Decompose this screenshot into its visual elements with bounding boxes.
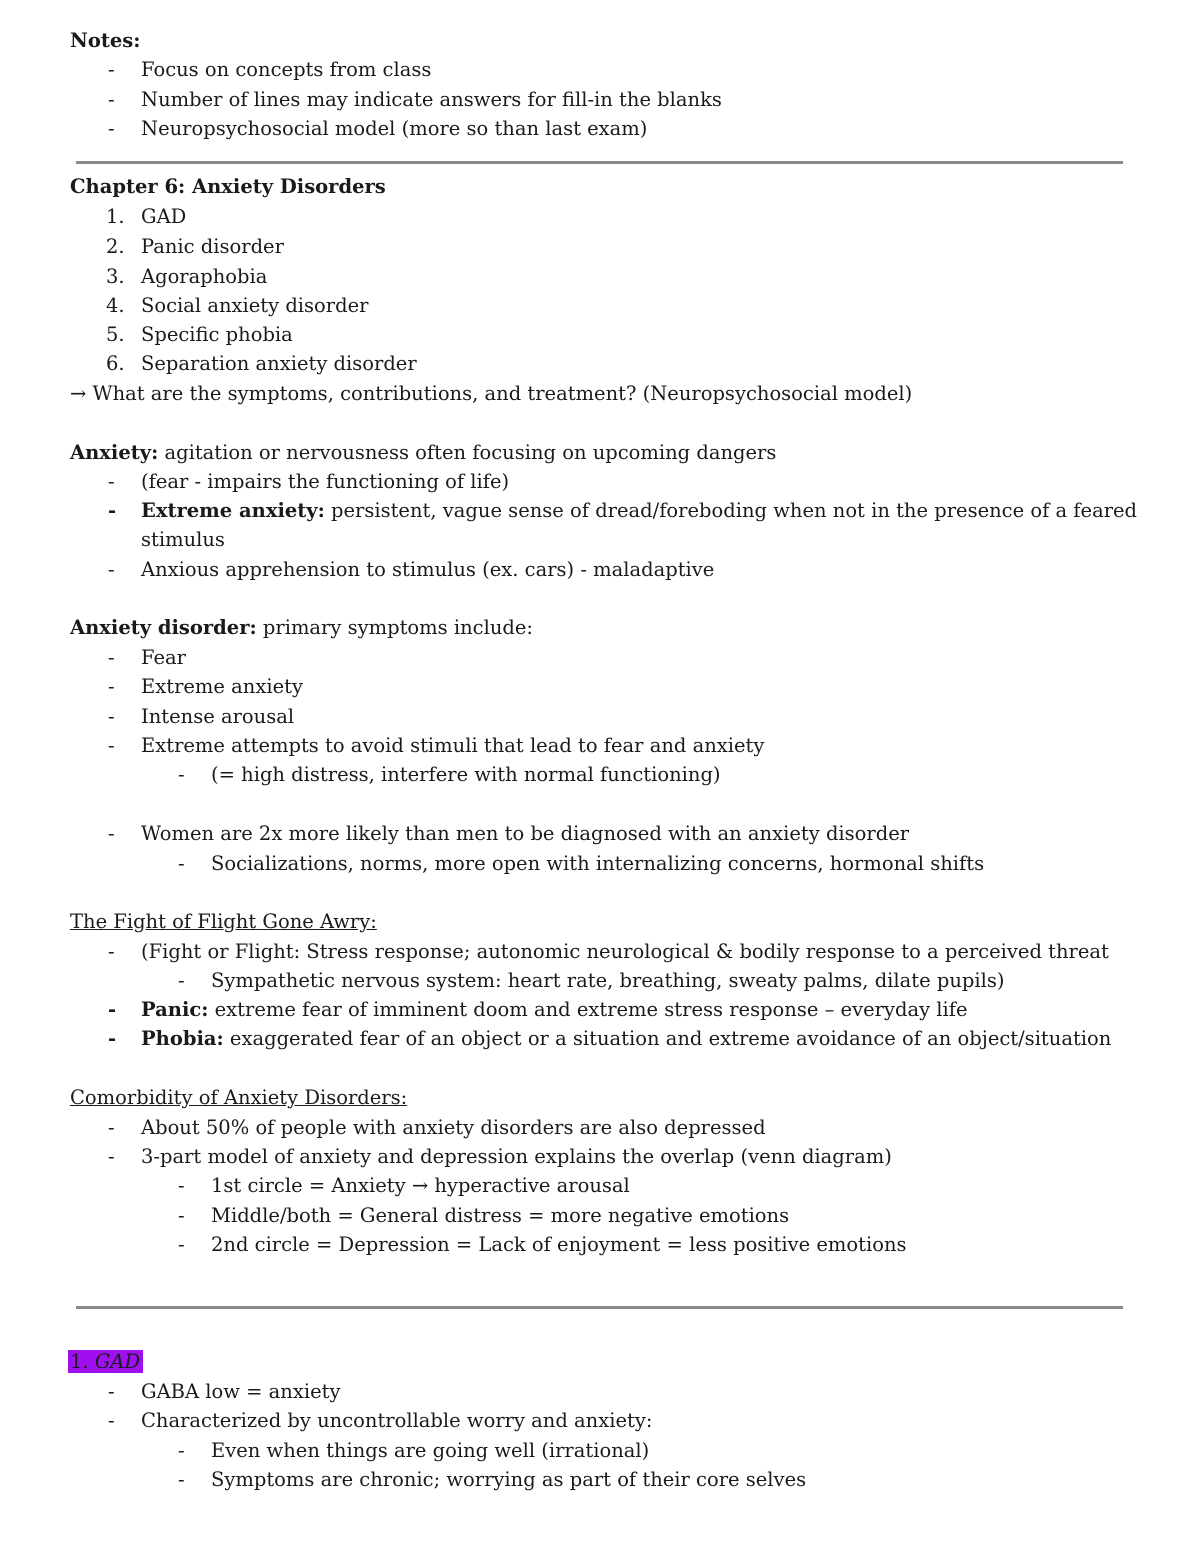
definition-text: agitation or nervousness often focusing on upcoming dangers	[158, 441, 777, 464]
list-item-text: Anxious apprehension to stimulus (ex. cars) - maladaptive	[141, 558, 715, 581]
list-item-text: (fear - impairs the functioning of life)	[141, 470, 510, 493]
section-heading: Comorbidity of Anxiety Disorders:	[70, 1086, 408, 1109]
term-label: Panic:	[141, 998, 209, 1021]
list-item-text: Number of lines may indicate answers for fill-in the blanks	[141, 88, 722, 111]
bullet-dash: -	[108, 117, 115, 140]
list-item-text: Agoraphobia	[141, 265, 268, 288]
bullet-dash: -	[108, 940, 115, 963]
list-item-text: 2nd circle = Depression = Lack of enjoyment = less positive emotions	[211, 1233, 907, 1256]
list-item-text: (Fight or Flight: Stress response; autonomic neurological & bodily response to a perceived threat	[141, 940, 1109, 963]
list-item-text: Sympathetic nervous system: heart rate, breathing, sweaty palms, dilate pupils)	[211, 969, 1005, 992]
list-item-text: Symptoms are chronic; worrying as part of their core selves	[211, 1468, 807, 1491]
bullet-dash: -	[178, 969, 185, 992]
list-item-text: Specific phobia	[141, 323, 293, 346]
bullet-dash: -	[178, 1204, 185, 1227]
bullet-dash: -	[108, 1380, 115, 1403]
list-number: 4.	[106, 294, 125, 317]
list-item-continuation: stimulus	[141, 528, 225, 551]
horizontal-rule	[76, 1306, 1123, 1309]
list-item-text: Middle/both = General distress = more negative emotions	[211, 1204, 790, 1227]
list-item-text: Socializations, norms, more open with internalizing concerns, hormonal shifts	[211, 852, 985, 875]
bullet-dash: -	[108, 705, 115, 728]
bullet-dash: -	[108, 734, 115, 757]
bullet-dash: -	[178, 1174, 185, 1197]
list-item-text: Even when things are going well (irrational)	[211, 1439, 650, 1462]
bullet-dash: -	[108, 822, 115, 845]
term-label: Phobia:	[141, 1027, 224, 1050]
bullet-dash: -	[178, 1468, 185, 1491]
list-item-text: Intense arousal	[141, 705, 295, 728]
list-item-text: About 50% of people with anxiety disorders are also depressed	[141, 1116, 766, 1139]
heading-number: 1.	[70, 1350, 89, 1373]
list-item-text: Women are 2x more likely than men to be diagnosed with an anxiety disorder	[141, 822, 910, 845]
list-number: 3.	[106, 265, 125, 288]
chapter-heading: Chapter 6: Anxiety Disorders	[70, 175, 386, 198]
list-item-text: Fear	[141, 646, 186, 669]
list-item-text	[141, 995, 968, 1025]
list-item-text	[141, 1024, 1111, 1054]
section-heading: The Fight of Flight Gone Awry:	[70, 910, 377, 933]
bullet-dash: -	[108, 675, 115, 698]
anxiety-disorder-definition	[70, 613, 533, 643]
bullet-dash: -	[178, 1233, 185, 1256]
bullet-dash: -	[108, 1145, 115, 1168]
list-number: 6.	[106, 352, 125, 375]
bullet-dash: -	[178, 1439, 185, 1462]
heading-title: GAD	[94, 1350, 141, 1373]
bullet-dash: -	[108, 646, 115, 669]
bullet-dash: -	[108, 499, 117, 522]
anxiety-definition	[70, 438, 776, 468]
definition-text: extreme fear of imminent doom and extreme stress response – everyday life	[208, 998, 968, 1021]
list-item-text: Focus on concepts from class	[141, 58, 432, 81]
list-item-text: Neuropsychosocial model (more so than last exam)	[141, 117, 648, 140]
bullet-dash: -	[108, 558, 115, 581]
list-item-text: 3-part model of anxiety and depression explains the overlap (venn diagram)	[141, 1145, 892, 1168]
chapter-question: → What are the symptoms, contributions, and treatment? (Neuropsychosocial model)	[70, 382, 913, 405]
bullet-dash: -	[108, 998, 117, 1021]
list-item-text: Characterized by uncontrollable worry and anxiety:	[141, 1409, 653, 1432]
gad-heading	[68, 1347, 143, 1377]
list-item-text: GAD	[141, 205, 187, 228]
list-item-text: Separation anxiety disorder	[141, 352, 417, 375]
bullet-dash: -	[178, 852, 185, 875]
list-item-text: Extreme attempts to avoid stimuli that lead to fear and anxiety	[141, 734, 765, 757]
term-label: Anxiety disorder:	[70, 616, 257, 639]
definition-text: exaggerated fear of an object or a situation and extreme avoidance of an object/situation	[223, 1027, 1112, 1050]
notes-heading: Notes:	[70, 29, 141, 52]
list-number: 5.	[106, 323, 125, 346]
list-item-text: Extreme anxiety	[141, 675, 303, 698]
list-item-text: (= high distress, interfere with normal functioning)	[211, 763, 721, 786]
definition-text: persistent, vague sense of dread/foreboding when not in the presence of a feared	[324, 499, 1138, 522]
bullet-dash: -	[108, 1116, 115, 1139]
list-item-text: 1st circle = Anxiety → hyperactive arousal	[211, 1174, 630, 1197]
bullet-dash: -	[108, 1409, 115, 1432]
horizontal-rule	[76, 161, 1123, 164]
list-number: 1.	[106, 205, 125, 228]
term-label: Extreme anxiety:	[141, 499, 325, 522]
list-item-text: GABA low = anxiety	[141, 1380, 341, 1403]
bullet-dash: -	[178, 763, 185, 786]
bullet-dash: -	[108, 58, 115, 81]
highlighted-heading	[68, 1350, 143, 1373]
list-number: 2.	[106, 235, 125, 258]
list-item-text	[141, 496, 1137, 526]
bullet-dash: -	[108, 1027, 117, 1050]
list-item-text: Social anxiety disorder	[141, 294, 369, 317]
bullet-dash: -	[108, 470, 115, 493]
term-label: Anxiety:	[70, 441, 159, 464]
list-item-text: Panic disorder	[141, 235, 284, 258]
definition-text: primary symptoms include:	[256, 616, 533, 639]
bullet-dash: -	[108, 88, 115, 111]
